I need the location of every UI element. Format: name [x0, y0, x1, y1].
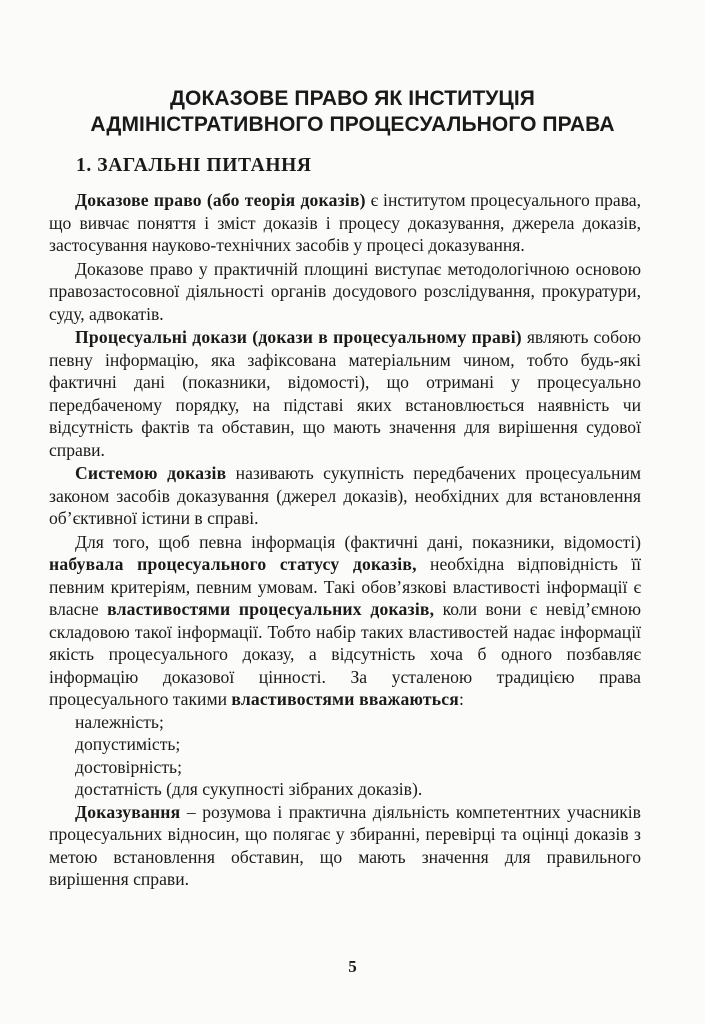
paragraph-text: коли вони є невід’ємною складовою такої інформації. Тобто набір таких властивостей надає інформації якість процесуального доказу, а відсутність хоча б одного позбавляє інформацію доказової цінності. За усталеною традицією права процесуального такими	[49, 599, 641, 709]
list-item: достатність (для сукупності зібраних доказів).	[75, 779, 423, 799]
paragraph-text: являють собою певну інформацію, яка зафіксована матеріальним чином, тобто будь-які фактичні дані (показники, відомості), що отримані у процесуально передбаченому порядку, на підставі яких встановлюється наявність чи відсутність фактів та обставин, що мають значення для вирішення судової справи.	[49, 327, 641, 460]
paragraph-text: Для того, щоб певна інформація (фактичні дані, показники, відомості)	[75, 531, 641, 552]
spacer-text	[158, 463, 167, 483]
term-evidence-law: Доказове право (або теорія доказів)	[75, 190, 366, 210]
term-system: Системою	[75, 463, 158, 483]
list-item: належність;	[75, 711, 164, 732]
term-proving: Доказування	[75, 801, 181, 822]
list-item: достовірність;	[75, 756, 182, 777]
paragraph-text: називають сукупність передбачених процесуальним законом засобів доказування (джерел доказів), необхідних для встановлення об’єктивної істини в справі.	[49, 463, 641, 528]
paragraph-text: – розумова і практична діяльність компетентних учасників процесуальних відносин, що полягає у збиранні, перевірці та оцінці доказів з метою встановлення обставин, що мають значення для правильного вирішення справи.	[49, 801, 641, 889]
paragraph-text: необхідна відповідність її певним критеріям, певним умовам. Такі обов’язкові властивості інформації є власне	[49, 554, 641, 619]
paragraph-proving	[49, 801, 641, 891]
document-body	[49, 189, 641, 891]
title-line-2: АДМІНІСТРАТИВНОГО ПРОЦЕСУАЛЬНОГО ПРАВА	[90, 113, 615, 136]
section-heading: 1. ЗАГАЛЬНІ ПИТАННЯ	[76, 155, 312, 176]
paragraph-evidence-properties	[49, 531, 641, 711]
paragraph-text: Доказове право у практичній площині виступає методологічною основою правозастосовної діяльності органів досудового розслідування, прокуратури, суду, адвокатів.	[49, 258, 641, 324]
page-title	[40, 86, 665, 138]
term-evidence-properties: властивостями процесуальних доказів,	[107, 599, 435, 619]
term-procedural-status: набувала процесуального статусу доказів,	[49, 554, 417, 574]
paragraph-procedural-evidence	[49, 326, 641, 461]
term-evidence: доказів	[167, 463, 227, 483]
term-considered-properties: властивостями вважаються	[231, 689, 459, 709]
paragraph-text: є інститутом процесуального права, що вивчає поняття і зміст доказів і процесу доказування, джерела доказів, застосування науково-технічних засобів у процесі доказування.	[49, 190, 641, 255]
term-procedural-evidence: Процесуальні докази (докази в процесуальному праві)	[75, 327, 522, 347]
paragraph-text: :	[459, 689, 464, 709]
properties-list	[49, 711, 641, 801]
title-line-1: ДОКАЗОВЕ ПРАВО ЯК ІНСТИТУЦІЯ	[170, 87, 535, 110]
paragraph-evidence-system	[49, 462, 641, 530]
list-item: допустимість;	[75, 734, 181, 754]
page-number: 5	[348, 957, 357, 976]
paragraph-practical-plane	[49, 258, 641, 326]
paragraph-evidence-law	[49, 189, 641, 257]
